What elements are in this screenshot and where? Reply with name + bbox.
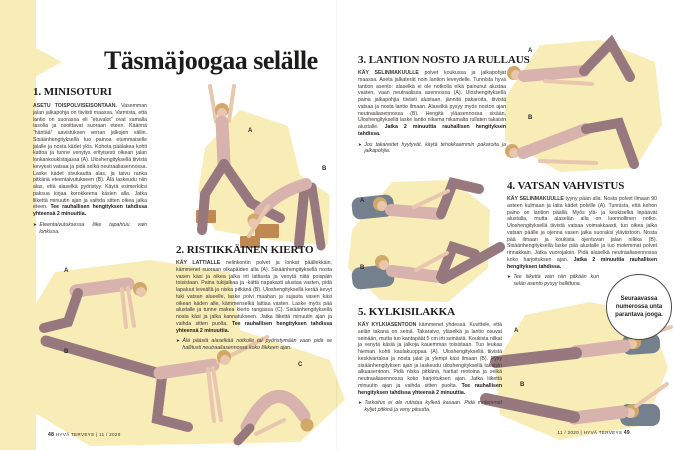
- section-5-body: [358, 322, 502, 414]
- footer-right-text: 11 / 2020 | HYVÄ TERVEYS: [557, 430, 623, 435]
- page-gutter: [336, 0, 338, 450]
- page-title: Täsmäjoogaa selälle: [104, 46, 318, 75]
- section-1-tip-text: Eteentaivutuksessa liike tapahtuu vain lonkissa.: [39, 221, 147, 235]
- section-3-text: polvet koukussa ja jalkapohjat maassa. Aseta jalkaterät noin lantion leveydelle. Tunnista hyvä lantion asento: alaselkä ei ole notkolla eikä painunut alustaa vasten, vaan neutraalissa asennossa (A). Uloshengityksellä paina jalkapohjia tiiviisti alustaan, jännitä pakaroita, tiivistä vatsaa ja nosta lantio ilmaan. Alaselkä pysyy myös noston ajan neutraaliasennossa (B). Hengitä yläasennossa sisään. Uloshengityksellä laske lantio nikama nikamalta rullaten takaisin alustalle.: [358, 70, 506, 130]
- section-1-tip: [33, 222, 147, 236]
- section-3-tip-text: Jos takareidet hyytyvät, käytä tehokkaammin pakaroita ja jalkapohjia.: [364, 141, 506, 155]
- pose-label: A: [64, 268, 69, 274]
- pose-label: B: [322, 166, 327, 172]
- section-5-bold-end: Tee rauhallisen hengityksen tahdissa yhteensä 2 minuuttia.: [358, 382, 502, 396]
- pose-label: B: [528, 115, 533, 121]
- tip-arrow-icon: ➤: [33, 221, 37, 227]
- section-5-text: kämmenet yhdessä. Kuvittele, että selän takana on seinä. Takaraivo, yläselkä ja lantio osuvat seinään, mutta tuo kantapäät 5 cm irti seinästä. Koukista nilkat ja venytä käsiä ja jalkoja kauemmas toisistaan. Tuo leukaa hieman kohti kaulakuoppaa (A). Uloshengityksellä tiivistä keskivartaloa ja nosta jalat ja ylempi käsi ilmaan (B). Pysy sisäänhengityksen ajan ja laskeudu uloshengityksellä takaisin alkuasentoon. Pidä niska pitkänä, hartiat rentoina ja selkä neutraaliasennossa koko harjoituksen ajan. Jatka liikettä minuutin ajan ja vaihda sitten puolta.: [358, 322, 502, 389]
- tip-arrow-icon: ➤: [176, 338, 180, 344]
- section-3-bold-end: Jatka 2 minuuttia rauhallisen hengityksen tahdissa.: [358, 124, 506, 137]
- section-2-body: [176, 260, 332, 352]
- footer-left: [48, 432, 121, 438]
- footer-left-text: HYVÄ TERVEYS | 11 / 2020: [55, 432, 121, 437]
- pose-label: A: [514, 328, 519, 334]
- section-4-tip: [507, 274, 599, 288]
- section-2-text: nelinkontin polvet ja lonkat päällekkäin, kämmenet suoraan olkapäiden alla (A). Sisäänhengityksellä nosta vasen käsi ja oikea jalka irti lattiasta ja venytä niitä poispäin toisistaan. Paina tukijalkaa ja -kättä napakasti alustaa vasten, pidä lapaluut leveällä ja niska pitkänä (B). Uloshengityksellä kerää kevyt tuki vatsan alueelle, laske polvi maahan ja sujauta vasen käsi oikean käden alle, kämmenselkä lattiaa vasten. Laske myös pää alustalle ja tunne makea kierto rangassa (C). Sisäänhengityksellä nosta käsi ja jalka kannatukseen. Jatka liikettä minuutin ajan ja vaihda sitten puolta.: [176, 260, 332, 327]
- pose-label: C: [298, 362, 303, 368]
- page-number-right: 49: [623, 430, 630, 436]
- section-1-lead: ASETU TOISPOLVISEISONTAAN.: [33, 103, 117, 109]
- section-2-tip: [176, 338, 332, 352]
- section-4-lead: KÄY SELINMAKUULLE: [507, 196, 564, 202]
- section-2-lead: KÄY LATTIALLE: [176, 260, 221, 266]
- section-3-tip: [358, 142, 506, 156]
- section-1-body: [33, 103, 147, 235]
- section-1-text: Vasemman jalan jalkapohja on tiiviisti maassa. Varmista, että lantio on suorassa eli ”etuvalot” ovat samalla tasolla ja osoittavat suoraan eteen. Käännä ”häntää” aavistuksen verran jalkojen väliin. Sisäänhengityksellä tuo painoa etummaiselle jalalle ja nosta kädet ylös. Kohota päälakea kohti kattoa ja tunne venytys erityisesti oikean jalan lonkankoukistajassa (A). Uloshengityksellä tiivistä kevyesti vatsaa ja pidä selkä neutraaliasennossa. Laske kädet sivukautta alas, ja taivu ranka pitkänä eteentaivutukseen (B). Älä laskeudu niin alas, että alaselkä pyöristyy. Käytä esimerkiksi paksua kirjaa korokkeena käsien alla. Jatka liikettä minuutin ajan ja vaihda sitten oikea jalka eteen.: [33, 103, 148, 211]
- section-3-body: [358, 70, 506, 155]
- tip-arrow-icon: ➤: [358, 141, 362, 147]
- section-3-heading: 3. LANTION NOSTO JA RULLAUS: [358, 54, 530, 66]
- section-1-bold-end: Tee rauhallisen hengityksen tahdissa yhteensä 2 minuuttia.: [33, 204, 147, 217]
- pose-label: B: [64, 349, 69, 355]
- pose-label: A: [360, 198, 365, 204]
- footer-right: [557, 430, 630, 436]
- section-2-bold-end: Tee rauhallisen hengityksen tahdissa yhteensä 2 minuuttia.: [176, 320, 332, 334]
- tip-arrow-icon: ➤: [507, 274, 511, 280]
- pose-label: A: [528, 48, 533, 54]
- section-1-heading: 1. MINISOTURI: [33, 86, 112, 98]
- pose-label: B: [520, 382, 525, 388]
- section-5-tip-text: Tarkoitus ei ole rutistaa kylkeä kasaan. Pidä molemmat kyljet pitkinä ja veny pituutta.: [364, 400, 502, 413]
- section-2-heading: 2. RISTIKKÄINEN KIERTO: [176, 244, 314, 256]
- section-5-lead: KÄY KYLKIASENTOON: [358, 322, 417, 328]
- section-3-lead: KÄY SELINMAKUULLE: [358, 70, 419, 76]
- section-5-tip: [358, 400, 502, 414]
- pose-label: B: [360, 265, 365, 271]
- page-number-left: 48: [48, 432, 55, 438]
- section-4-tip-text: Tee liikettä vain niin pitkään kun selän asento pysyy hallittuna.: [513, 274, 599, 287]
- section-2-tip-text: Älä päästä alaselkää notkolle tai pyöristymään vaan pidä se hallitusti neutraaliasennossa koko liikkeen ajan.: [182, 338, 332, 351]
- tip-arrow-icon: ➤: [358, 400, 362, 406]
- next-issue-badge: Seuraavassa numerossa unta parantava jooga.: [606, 274, 672, 340]
- section-4-bold-end: Jatka 2 minuuttia rauhallisen hengityksen tahdissa.: [507, 256, 657, 270]
- section-4-text: tyyny pään alla. Nosta polvet ilmaan 90 asteen kulmaan ja laita kädet polville (A). Tunnista, että kehon paino on lantion päällä. Myös ylä- ja keskiselkä lepäävät alustalla, mutta alaselän alla on luonnollinen notko. Uloshengityksellä tiivistä vatsaa voimakkaasti, tuo oikea jalka vatsan päälle ja ojenna vasen jalka suoraksi yläviistoon. Nosta pää ilmaan ja koukista ojentuvan jalan nilkka (B). Sisäänhengityksellä laske pää alustalle ja tuo molemmat polvet rinnakkain. Jatka vuorojaloin. Pidä alaselkä neutraaliasennossa koko harjoituksen ajan.: [507, 196, 657, 263]
- pose-label: A: [248, 128, 253, 134]
- section-5-heading: 5. KYLKISILAKKA: [358, 306, 455, 318]
- section-4-heading: 4. VATSAN VAHVISTUS: [507, 180, 625, 192]
